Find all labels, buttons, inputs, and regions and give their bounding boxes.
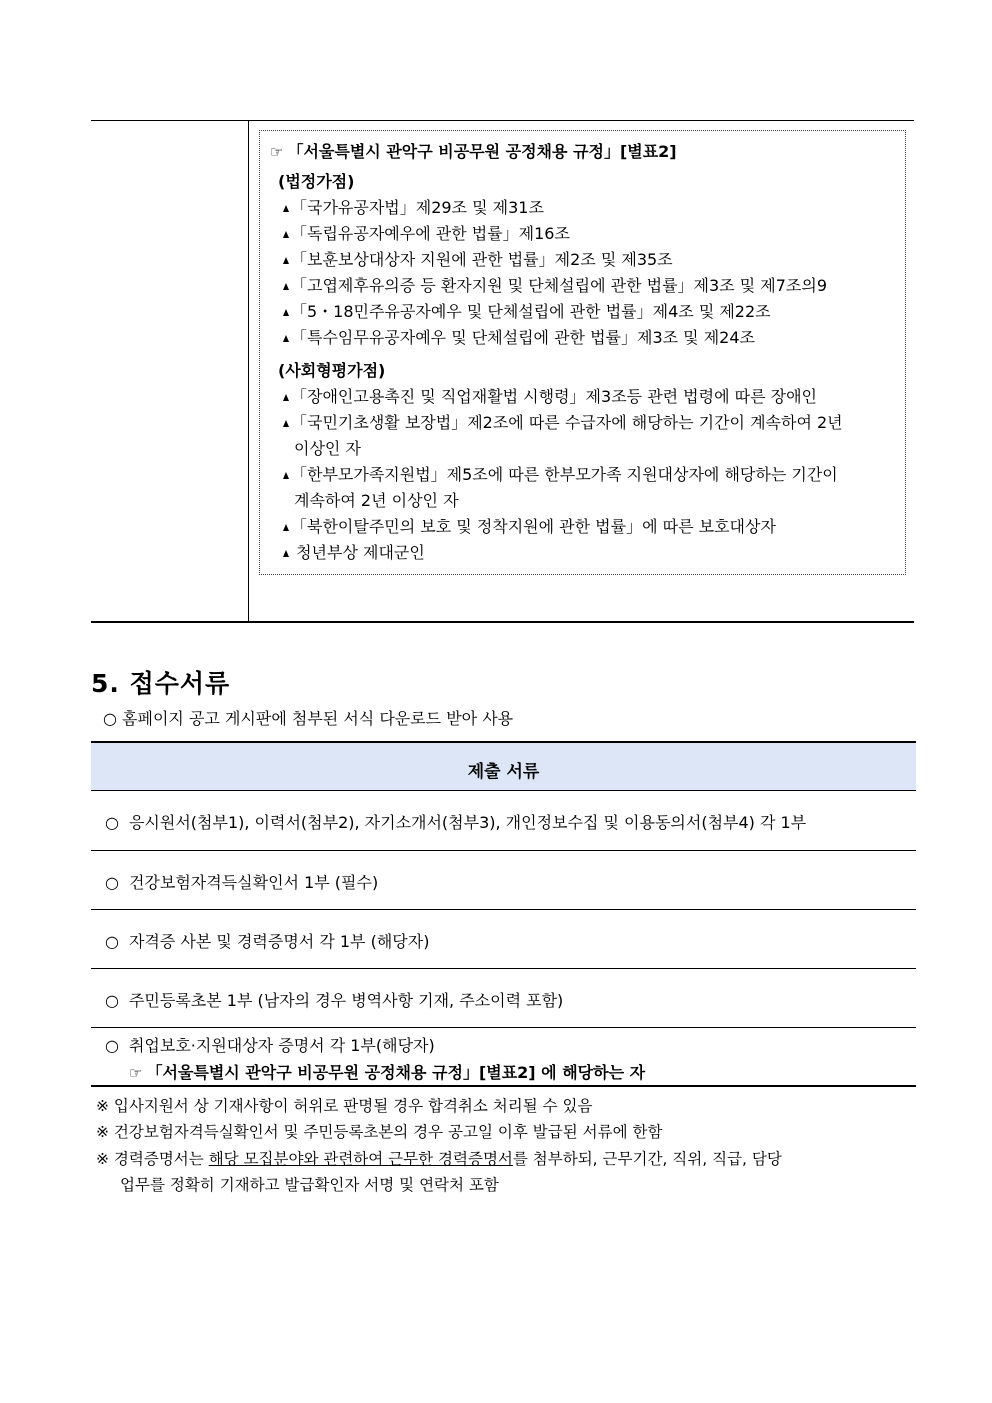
list-item: 「보훈보상대상자 지원에 관한 법률」제2조 및 제35조 [283,250,673,270]
triangle-bullet-icon [283,394,289,401]
section-title: 5. 접수서류 [91,669,231,698]
list-item: 「고엽제후유의증 등 환자지원 및 단체설립에 관한 법률」제3조 및 제7조의9 [283,276,827,296]
hand-pointer-icon: ☞ [270,143,284,161]
ref-title: ☞ 「서울특별시 관악구 비공무원 공정채용 규정」[별표2] [270,142,677,161]
list-item: 「한부모가족지원법」제5조에 따른 한부모가족 지원대상자에 해당하는 기간이 [283,465,838,485]
circle-bullet-icon: ○ [105,1036,119,1055]
list-item: 「5・18민주유공자예우 및 단체설립에 관한 법률」제4조 및 제22조 [283,302,771,322]
circle-bullet-icon: ○ [105,813,119,832]
list-item: 청년부상 제대군인 [283,543,425,563]
triangle-bullet-icon [283,205,289,212]
note: ※ 건강보험자격득실확인서 및 주민등록초본의 경우 공고일 이후 발급된 서류에 한함 [96,1123,663,1141]
triangle-bullet-icon [283,524,289,531]
circle-bullet-icon: ○ [105,991,119,1010]
list-item-continued: 계속하여 2년 이상인 자 [294,491,459,510]
triangle-bullet-icon [283,420,289,427]
list-item: 「장애인고용촉진 및 직업재활법 시행령」제3조등 관련 법령에 따른 장애인 [283,387,817,407]
list-item-continued: 이상인 자 [294,439,361,458]
triangle-bullet-icon [283,309,289,316]
list-item: 「특수임무유공자예우 및 단체설립에 관한 법률」제3조 및 제24조 [283,328,755,348]
list-item: 「북한이탈주민의 보호 및 정착지원에 관한 법률」에 따른 보호대상자 [283,517,776,537]
note: ※ 입사지원서 상 기재사항이 허위로 판명될 경우 합격취소 처리될 수 있음 [96,1097,593,1115]
note: ※ 경력증명서는 해당 모집분야와 관련하여 근무한 경력증명서를 첨부하되, 근무기간, 직위, 직급, 담당 [96,1150,782,1168]
triangle-bullet-icon [283,472,289,479]
triangle-bullet-icon [283,550,289,557]
triangle-bullet-icon [283,335,289,342]
group1-heading: (법정가점) [278,172,355,191]
table-row: ○ 취업보호·지원대상자 증명서 각 1부(해당자) ☞ 「서울특별시 관악구 비공무원 공정채용 규정」[별표2] 에 해당하는 자 [91,1028,916,1087]
table-row: ○ 자격증 사본 및 경력증명서 각 1부 (해당자) [91,910,916,969]
circle-bullet-icon: ○ [105,932,119,951]
table-header: 제출 서류 [91,741,916,791]
underlined-text: 해당 모집분야와 관련하여 근무한 경력증명서 [208,1150,513,1168]
group2-heading: (사회형평가점) [278,361,386,380]
list-item: 「국가유공자법」제29조 및 제31조 [283,198,544,218]
triangle-bullet-icon [283,231,289,238]
note-continued: 업무를 정확히 기재하고 발급확인자 서명 및 연락처 포함 [120,1176,499,1194]
list-item: 「독립유공자예우에 관한 법률」제16조 [283,224,570,244]
hand-pointer-icon: ☞ [129,1064,143,1082]
table-row: ○ 건강보험자격득실확인서 1부 (필수) [91,851,916,910]
triangle-bullet-icon [283,283,289,290]
table-row: ○ 응시원서(첨부1), 이력서(첨부2), 자기소개서(첨부3), 개인정보수집 및 이용동의서(첨부4) 각 1부 [91,791,916,851]
table-divider [248,120,249,623]
triangle-bullet-icon [283,257,289,264]
section-subtitle: ○ 홈페이지 공고 게시판에 첨부된 서식 다운로드 받아 사용 [103,709,514,728]
circle-bullet-icon: ○ [105,873,119,892]
list-item: 「국민기초생활 보장법」제2조에 따른 수급자에 해당하는 기간이 계속하여 2년 [283,413,843,433]
table-row: ○ 주민등록초본 1부 (남자의 경우 병역사항 기재, 주소이력 포함) [91,969,916,1028]
